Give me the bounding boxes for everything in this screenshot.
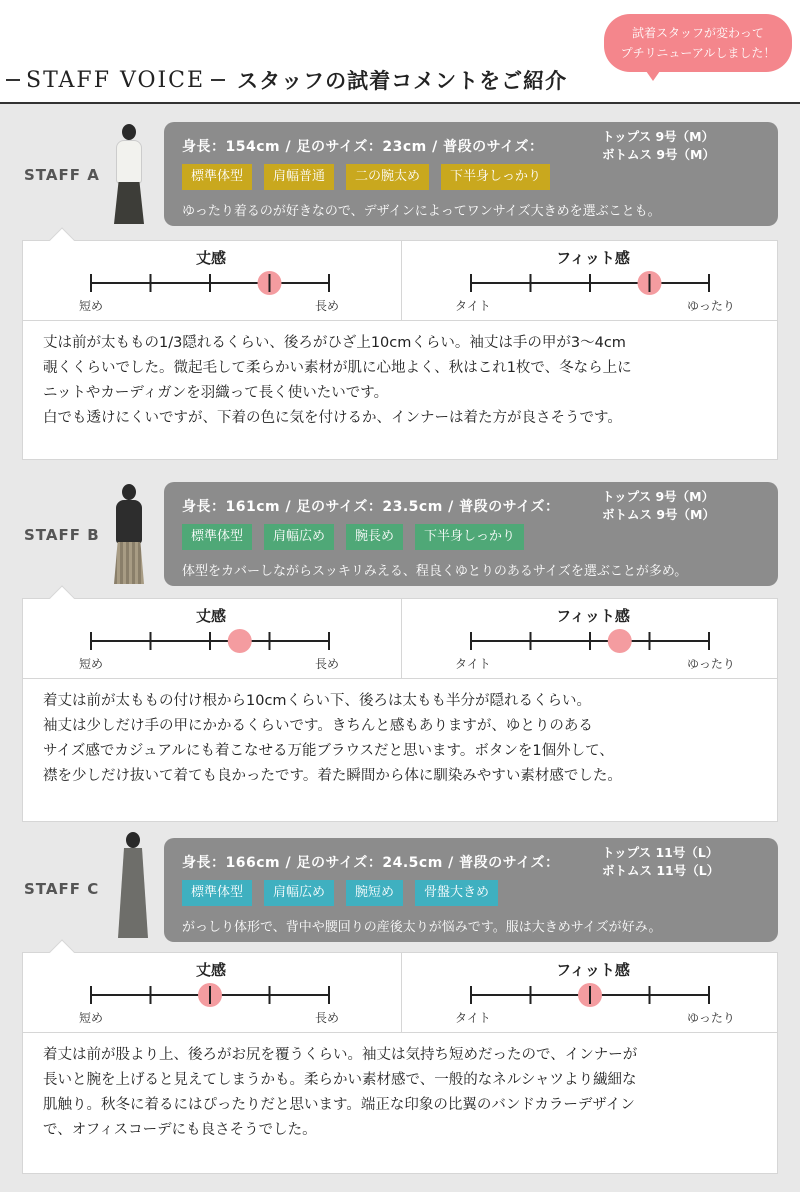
fit-right-label: ゆったり: [687, 299, 735, 313]
usual-size: [602, 128, 715, 164]
staff-photo: [110, 124, 150, 228]
scale-graphic: [23, 953, 777, 1033]
bubble-line-2: プチリニューアルしました！: [620, 46, 776, 60]
staff-profile: [164, 838, 778, 942]
comment-line: 着丈は前が股より上、後ろがお尻を覆うくらい。袖丈は気持ち短めだったので、インナーが: [43, 1047, 638, 1063]
tag: 標準体型: [182, 524, 252, 550]
length-scale-title: 丈感: [195, 249, 226, 267]
comment-line: 肌触り。秋冬に着るにはぴったりだと思います。端正な印象の比翼のバンドカラーデザイン: [43, 1097, 635, 1113]
staff-label: STAFF B: [24, 526, 100, 544]
fit-left-label: タイト: [455, 299, 491, 313]
figure-head: [126, 832, 140, 848]
staff-comment: [43, 331, 763, 431]
title-dash-right: [211, 79, 225, 81]
tag: 肩幅広め: [264, 880, 334, 906]
length-right-label: 長め: [315, 299, 340, 313]
staff-label: STAFF C: [24, 880, 100, 898]
staff-a-section: [0, 120, 800, 462]
tag: 標準体型: [182, 164, 252, 190]
tag: 肩幅普通: [264, 164, 334, 190]
fit-scales: [23, 599, 777, 679]
staff-photo: [114, 832, 154, 940]
scale-graphic: [23, 241, 777, 321]
comment-line: 着丈は前が太ももの付け根から10cmくらい下、後ろは太もも半分が隠れるくらい。: [43, 693, 592, 709]
bottoms-size: ボトムス 11号（L）: [602, 863, 720, 878]
tag: 二の腕太め: [346, 164, 429, 190]
fit-scales: [23, 953, 777, 1033]
scale-graphic: [23, 599, 777, 679]
figure-skirt: [114, 542, 144, 584]
body-type-tags: [182, 524, 524, 550]
comment-line: 丈は前が太ももの1/3隠れるくらい、後ろがひざ上10cmくらい。袖丈は手の甲が3〜4cm: [43, 335, 626, 351]
tops-size: トップス 9号（M）: [602, 489, 715, 504]
body-type-tags: [182, 164, 550, 190]
tag: 下半身しっかり: [415, 524, 524, 550]
renewal-speech-bubble: [604, 14, 792, 72]
profile-note: ゆったり着るのが好きなので、デザインによってワンサイズ大きめを選ぶことも。: [182, 204, 661, 219]
comment-line: サイズ感でカジュアルにも着こなせる万能ブラウスだと思います。ボタンを1個外して、: [43, 743, 614, 759]
staff-profile: [164, 122, 778, 226]
length-left-label: 短め: [79, 657, 104, 671]
title-english: STAFF VOICE: [26, 67, 206, 93]
figure-head: [122, 484, 136, 500]
bottoms-size: ボトムス 9号（M）: [602, 147, 715, 162]
tag: 標準体型: [182, 880, 252, 906]
fit-left-label: タイト: [455, 1011, 491, 1025]
staff-b-section: [0, 480, 800, 822]
comment-line: 長いと腕を上げると見えてしまうかも。柔らかい素材感で、一般的なネルシャツより繊細な: [43, 1072, 637, 1088]
body-type-tags: [182, 880, 498, 906]
fit-scale-title: フィット感: [556, 961, 630, 979]
profile-note: がっしり体形で、背中や腰回りの産後太りが悩みです。服は大きめサイズが好み。: [182, 920, 662, 935]
profile-note: 体型をカバーしながらスッキリみえる、程良くゆとりのあるサイズを選ぶことが多め。: [182, 564, 688, 579]
length-scale-title: 丈感: [195, 961, 226, 979]
page-header: [0, 0, 800, 104]
fit-level-marker: [608, 629, 632, 653]
comment-line: 白でも透けにくいですが、下着の色に気を付けるか、インナーは着た方が良さそうです。: [43, 410, 622, 426]
length-right-label: 長め: [315, 657, 340, 671]
tops-size: トップス 11号（L）: [602, 845, 719, 860]
profile-measurements: 身長：166cm / 足のサイズ：24.5cm / 普段のサイズ：: [182, 855, 560, 871]
fit-scale-title: フィット感: [556, 249, 630, 267]
section-title: [0, 62, 567, 98]
comment-line: 覗くくらいでした。微起毛して柔らかい素材が肌に心地よく、秋はこれ1枚で、冬なら上に: [43, 360, 632, 376]
length-right-label: 長め: [315, 1011, 340, 1025]
tag: 骨盤大きめ: [415, 880, 498, 906]
fit-right-label: ゆったり: [687, 1011, 735, 1025]
staff-c-section: [0, 832, 800, 1182]
profile-measurements: 身長：154cm / 足のサイズ：23cm / 普段のサイズ：: [182, 139, 544, 155]
length-level-marker: [228, 629, 252, 653]
length-left-label: 短め: [79, 299, 104, 313]
staff-label: STAFF A: [24, 166, 100, 184]
fit-left-label: タイト: [455, 657, 491, 671]
fitting-card: [22, 952, 778, 1174]
fit-scale-title: フィット感: [556, 607, 630, 625]
tag: 下半身しっかり: [441, 164, 550, 190]
usual-size: [602, 844, 719, 880]
figure-top: [116, 140, 142, 184]
fitting-card: [22, 240, 778, 460]
usual-size: [602, 488, 715, 524]
tag: 肩幅広め: [264, 524, 334, 550]
figure-top: [116, 500, 142, 544]
figure-coat: [118, 848, 148, 938]
fit-scales: [23, 241, 777, 321]
comment-line: ニットやカーディガンを羽織って長く使いたいです。: [43, 385, 389, 401]
figure-head: [122, 124, 136, 140]
title-japanese: スタッフの試着コメントをご紹介: [237, 69, 568, 93]
tag: 腕短め: [346, 880, 403, 906]
bottoms-size: ボトムス 9号（M）: [602, 507, 715, 522]
figure-skirt: [114, 182, 144, 224]
tops-size: トップス 9号（M）: [602, 129, 715, 144]
length-scale-title: 丈感: [195, 607, 226, 625]
staff-voice-panel: [0, 104, 800, 1192]
tag: 腕長め: [346, 524, 403, 550]
fit-right-label: ゆったり: [687, 657, 735, 671]
staff-profile: [164, 482, 778, 586]
fitting-card: [22, 598, 778, 822]
comment-line: 袖丈は少しだけ手の甲にかかるくらいです。きちんと感もありますが、ゆとりのある: [43, 718, 593, 734]
bubble-line-1: 試着スタッフが変わって: [632, 26, 764, 40]
title-dash-left: [6, 79, 20, 81]
comment-line: 襟を少しだけ抜いて着ても良かったです。着た瞬間から体に馴染みやすい素材感でした。: [43, 768, 622, 784]
comment-line: で、オフィスコーデにも良さそうでした。: [43, 1122, 317, 1138]
staff-photo: [110, 484, 150, 588]
staff-comment: [43, 1043, 763, 1143]
profile-measurements: 身長：161cm / 足のサイズ：23.5cm / 普段のサイズ：: [182, 499, 560, 515]
staff-comment: [43, 689, 763, 789]
length-left-label: 短め: [79, 1011, 104, 1025]
